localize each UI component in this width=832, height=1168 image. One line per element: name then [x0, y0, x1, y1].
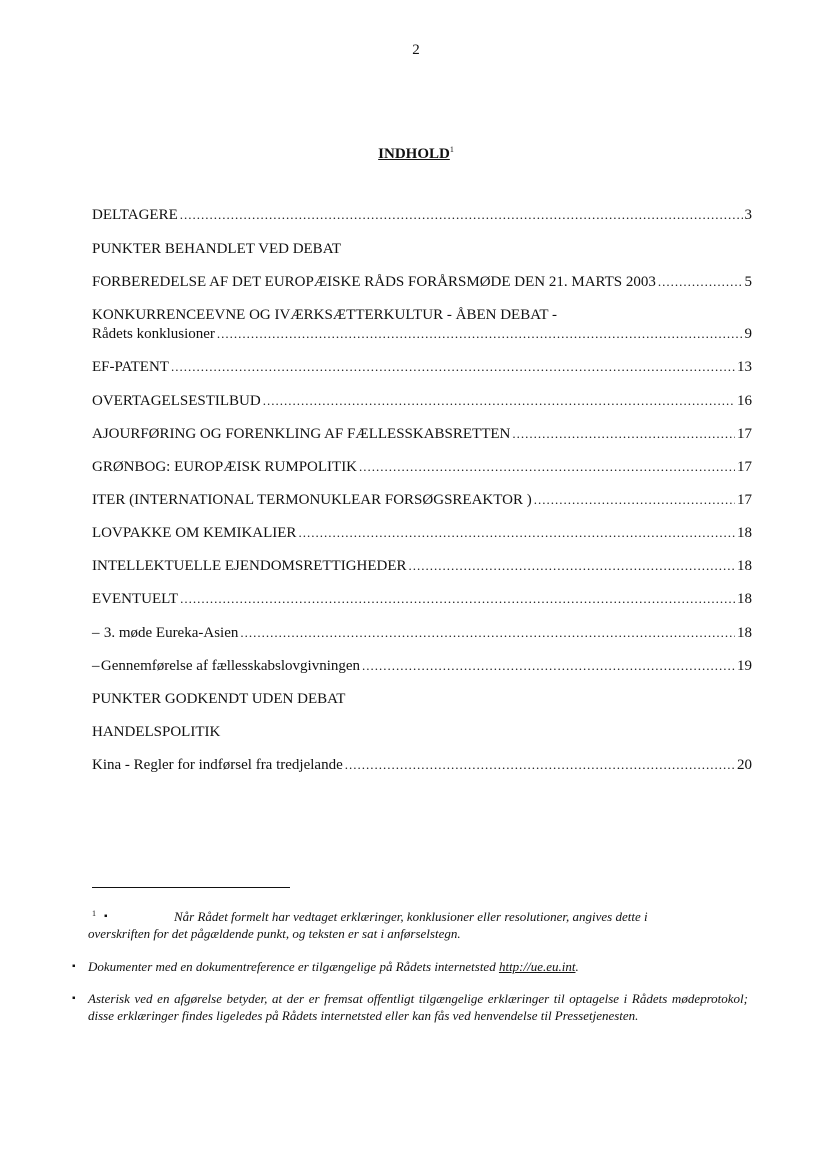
title-text: INDHOLD	[378, 146, 450, 162]
toc-entry-forberedelse[interactable]	[92, 274, 752, 294]
toc-page: 19	[737, 658, 752, 674]
toc-entry-deltagere[interactable]	[92, 207, 752, 227]
toc-leader	[359, 459, 735, 475]
toc-label: DELTAGERE	[92, 207, 178, 223]
toc-page: 18	[737, 525, 752, 541]
footnote-text: Asterisk ved en afgørelse betyder, at der er fremsat offentligt tilgængelige erklæringer til optagelse i Rådets mødeprotokol; disse erklæringer findes ligeledes på Rådets internetsted eller kan fås ved henvendelse til Pressetjenesten.	[88, 991, 748, 1023]
toc-section-heading: HANDELSPOLITIK	[92, 724, 221, 740]
toc-page: 16	[737, 393, 752, 409]
footnote-mark: 1	[92, 909, 96, 918]
toc-label: INTELLEKTUELLE EJENDOMSRETTIGHEDER	[92, 558, 407, 574]
toc-label: 3. møde Eureka-Asien	[103, 625, 239, 641]
footnote-end: .	[575, 959, 579, 974]
toc-label: OVERTAGELSESTILBUD	[92, 393, 261, 409]
toc-page: 17	[737, 492, 752, 508]
toc-label: ITER (INTERNATIONAL TERMONUKLEAR FORSØGSREAKTOR )	[92, 492, 532, 508]
toc-page: 3	[744, 207, 752, 223]
toc-leader	[263, 393, 735, 409]
bullet-icon: ▪	[104, 911, 108, 922]
toc-section-heading: PUNKTER BEHANDLET VED DEBAT	[92, 241, 342, 257]
toc-entry-eventuelt[interactable]	[92, 591, 752, 611]
website-link[interactable]: http://ue.eu.int	[498, 959, 576, 974]
toc-entry-groenbog[interactable]	[92, 459, 752, 479]
toc-leader	[180, 591, 735, 607]
toc-page: 17	[737, 426, 752, 442]
toc-page: 18	[737, 591, 752, 607]
toc-label: Kina - Regler for indførsel fra tredjelande	[92, 757, 343, 773]
footnote-text: Når Rådet formelt har vedtaget erklæringer, konklusioner eller resolutioner, angives dette i	[174, 909, 648, 924]
toc-section-heading: PUNKTER GODKENDT UDEN DEBAT	[92, 691, 346, 707]
toc-page: 5	[744, 274, 752, 290]
toc-entry-raadets-konklusioner[interactable]	[92, 326, 752, 346]
toc-page: 13	[737, 359, 752, 375]
page-title	[0, 145, 832, 163]
toc-leader	[240, 625, 735, 641]
title-footnote-mark: 1	[449, 145, 454, 154]
toc-entry-gennemfoerelse[interactable]	[92, 658, 752, 678]
toc-label: GRØNBOG: EUROPÆISK RUMPOLITIK	[92, 459, 358, 475]
toc-leader	[217, 326, 743, 342]
toc-leader	[362, 658, 735, 674]
toc-page: 17	[737, 459, 752, 475]
toc-leader	[409, 558, 735, 574]
toc-label: EF-PATENT	[92, 359, 169, 375]
toc-page: 18	[737, 558, 752, 574]
toc-leader	[345, 757, 735, 773]
toc-leader	[171, 359, 735, 375]
footnote-text-cont: overskriften for det pågældende punkt, og teksten er sat i anførselstegn.	[88, 926, 461, 941]
toc-label: FORBEREDELSE AF DET EUROPÆISKE RÅDS FORÅRSMØDE DEN 21. MARTS 2003	[92, 274, 656, 290]
toc-leader	[534, 492, 735, 508]
toc-entry-eureka-asien[interactable]	[92, 625, 752, 645]
toc-entry-intellektuelle[interactable]	[92, 558, 752, 578]
toc-dash: –	[92, 658, 100, 674]
toc-leader	[298, 525, 735, 541]
toc-label: Rådets konklusioner	[92, 326, 215, 342]
toc-label: Gennemførelse af fællesskabslovgivningen	[100, 658, 361, 674]
toc-leader	[512, 426, 735, 442]
toc-label: EVENTUELT	[92, 591, 179, 607]
toc-entry-iter[interactable]	[92, 492, 752, 512]
toc-label: LOVPAKKE OM KEMIKALIER	[92, 525, 297, 541]
page-number: 2	[412, 42, 420, 58]
toc-leader	[180, 207, 743, 223]
footnote-text: Dokumenter med en dokumentreference er tilgængelige på Rådets internetsted	[88, 959, 496, 974]
bullet-icon: ▪	[72, 961, 76, 972]
toc-entry-ef-patent[interactable]	[92, 359, 752, 379]
toc-label: AJOURFØRING OG FORENKLING AF FÆLLESSKABSRETTEN	[92, 426, 511, 442]
toc-entry-ajourfoering[interactable]	[92, 426, 752, 446]
toc-page: 20	[737, 757, 752, 773]
toc-label-konkurrenceevne: KONKURRENCEEVNE OG IVÆRKSÆTTERKULTUR - ÅBEN DEBAT -	[92, 307, 557, 323]
toc-entry-overtagelsestilbud[interactable]	[92, 393, 752, 413]
toc-entry-kina[interactable]	[92, 757, 752, 777]
toc-page: 18	[737, 625, 752, 641]
toc-dash: –	[92, 625, 100, 641]
footnote-separator	[92, 887, 290, 888]
toc-page: 9	[744, 326, 752, 342]
bullet-icon: ▪	[72, 993, 76, 1004]
toc-leader	[658, 274, 743, 290]
toc-entry-lovpakke[interactable]	[92, 525, 752, 545]
